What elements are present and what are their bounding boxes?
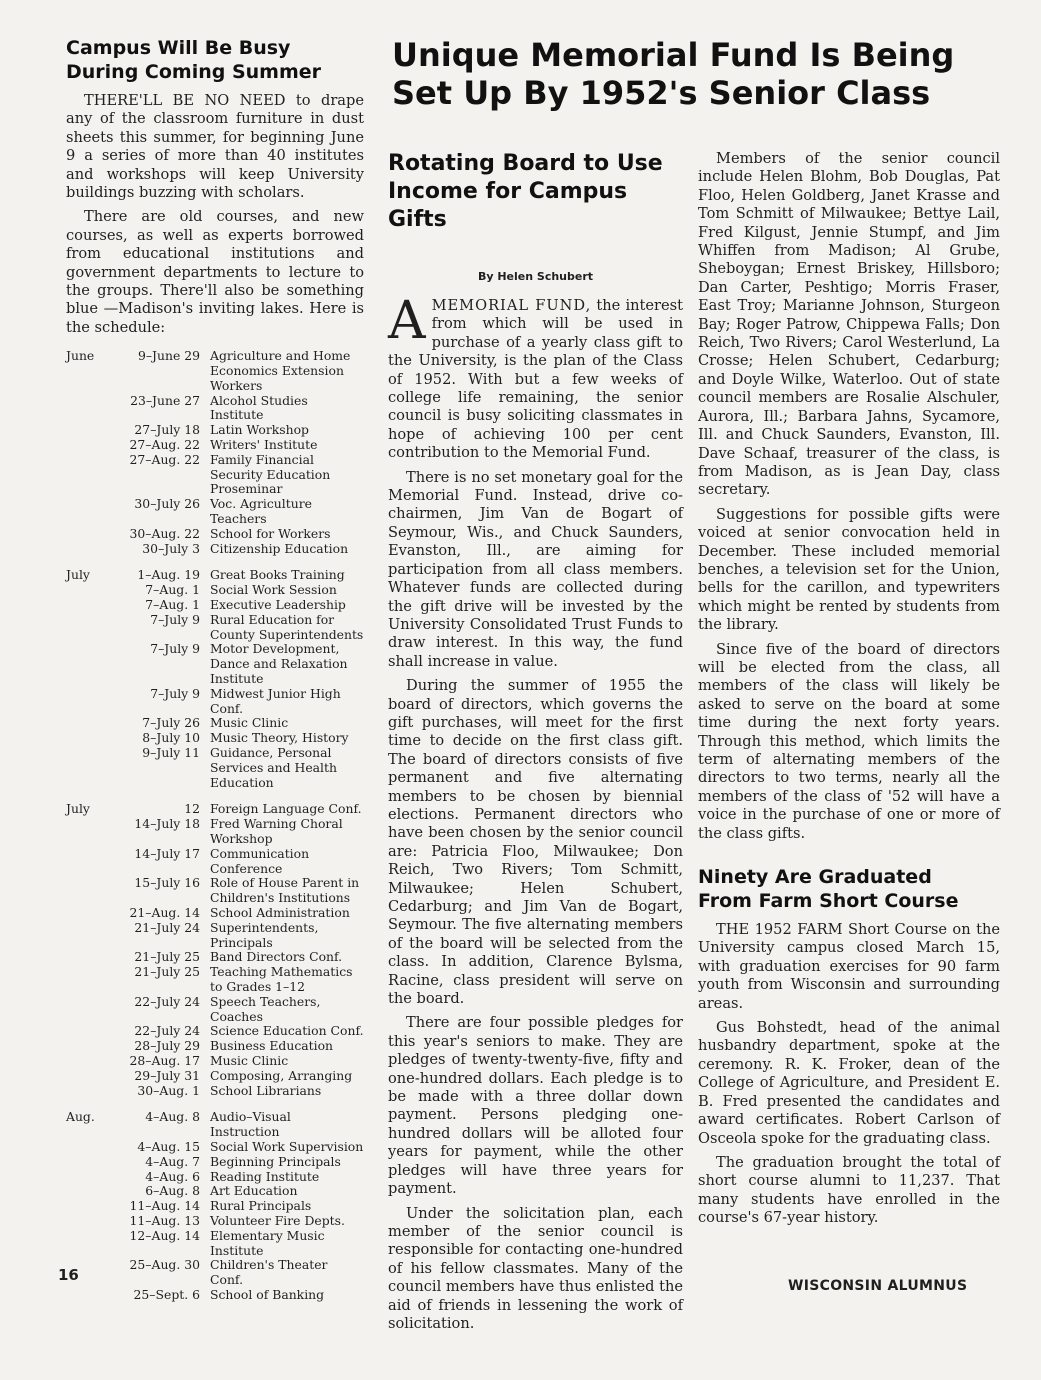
schedule-month: [66, 394, 102, 424]
campus-paragraph-2: There are old courses, and new courses, as well as experts borrowed from educational institutions and government departments to lecture to the groups. There'll also be something blue —Madison's inviting lakes. Here is the schedule:: [66, 208, 364, 336]
schedule-dates: 7–Aug. 1: [145, 582, 200, 598]
schedule-row: [66, 1110, 364, 1140]
schedule-dates: 8–July 10: [142, 730, 200, 746]
memorial-fund-article: [388, 150, 683, 1333]
page-number: 16: [58, 1266, 79, 1284]
schedule-dates: 12–Aug. 14: [129, 1227, 200, 1243]
schedule-month: [66, 1054, 102, 1069]
schedule-session: Latin Workshop: [210, 422, 309, 438]
schedule-row: [66, 906, 364, 921]
schedule-row: [66, 995, 364, 1025]
lead-caps: MEMORIAL FUND,: [431, 297, 592, 314]
schedule-month: Aug.: [66, 1109, 95, 1125]
schedule-row: [66, 746, 364, 790]
schedule-dates: 11–Aug. 13: [129, 1212, 200, 1228]
schedule-month: [66, 995, 102, 1025]
schedule-session: Voc. Agriculture Teachers: [210, 496, 312, 527]
schedule-month: [66, 817, 102, 847]
campus-paragraph-1: THERE'LL BE NO NEED to drape any of the classroom furniture in dust sheets this summer, for beginning June 9 a series of more than 40 institutes and workshops will keep University buildings buzzing with scholars.: [66, 92, 364, 202]
schedule-session: Communication Conference: [210, 845, 310, 876]
schedule-session: Band Directors Conf.: [210, 949, 343, 965]
schedule-month: [66, 1288, 102, 1303]
schedule-session: Alcohol Studies Institute: [210, 392, 308, 423]
schedule-row: [66, 527, 364, 542]
schedule-dates: 14–July 17: [134, 845, 200, 861]
schedule-session: Family Financial Security Education Proseminar: [210, 451, 331, 497]
schedule-month: [66, 731, 102, 746]
schedule-row: [66, 847, 364, 877]
schedule-row: [66, 423, 364, 438]
schedule-row: [66, 542, 364, 557]
schedule-row: [66, 583, 364, 598]
council-members-paragraph: Members of the senior council include Helen Blohm, Bob Douglas, Pat Floo, Helen Goldberg, Janet Krasse and Tom Schmitt of Milwaukee; Bettye Lail, Fred Kilgust, Jennie Stumpf, and Jim Whiffen from Madison; Al Grube, Sheboygan; Ernest Briskey, Hillsboro; Dan Carter, Peshtigo; Morris Fraser, East Troy; Marianne Johnson, Sturgeon Bay; Roger Patrow, Chippewa Falls; Don Reich, Two Rivers; Carol Westerlund, La Crosse; Helen Schubert, Cedarburg; and Doyle Wilke, Waterloo. Out of state council members are Rosalie Alschuler, Aurora, Ill.; Barbara Jahns, Sycamore, Ill. and Chuck Saunders, Evanston, Ill. Dave Schaaf, treasurer of the class, is from Madison, as is Jean Day, class secretary.: [698, 150, 1000, 499]
schedule-dates: 25–Aug. 30: [129, 1257, 200, 1273]
schedule-row: [66, 568, 364, 583]
schedule-row: [66, 438, 364, 453]
institute-schedule: [66, 349, 364, 1302]
schedule-month: [66, 497, 102, 527]
schedule-session: Rural Principals: [210, 1198, 312, 1214]
schedule-session: Children's Theater Conf.: [210, 1257, 328, 1288]
schedule-dates: 21–July 25: [134, 964, 200, 980]
schedule-group: [66, 568, 364, 790]
schedule-session: Beginning Principals: [210, 1153, 341, 1169]
schedule-dates: 27–Aug. 22: [129, 437, 200, 453]
headline-line-2: During Coming Summer: [66, 61, 322, 83]
memorial-fund-subheadline: [388, 150, 683, 234]
publication-name: WISCONSIN ALUMNUS: [788, 1278, 968, 1294]
schedule-session: Executive Leadership: [210, 597, 346, 613]
schedule-row: [66, 1024, 364, 1039]
schedule-row: [66, 802, 364, 817]
schedule-dates: 27–July 18: [134, 422, 200, 438]
schedule-dates: 7–July 9: [150, 611, 200, 627]
banner-line-2: Set Up By 1952's Senior Class: [392, 74, 931, 112]
schedule-dates: 25–Sept. 6: [133, 1286, 200, 1302]
schedule-month: [66, 876, 102, 906]
schedule-month: [66, 1155, 102, 1170]
schedule-row: [66, 1199, 364, 1214]
byline: By Helen Schubert: [477, 270, 594, 283]
schedule-session: School for Workers: [210, 525, 331, 541]
schedule-dates: 27–Aug. 22: [129, 451, 200, 467]
schedule-session: School Administration: [210, 904, 350, 920]
schedule-session: Art Education: [210, 1183, 298, 1199]
schedule-row: [66, 598, 364, 613]
schedule-group: [66, 349, 364, 556]
campus-summer-article: [66, 36, 364, 1315]
headline-line-1: Campus Will Be Busy: [66, 37, 291, 59]
schedule-dates: 21–July 25: [134, 949, 200, 965]
schedule-session: Citizenship Education: [210, 540, 349, 556]
memorial-paragraph-2: There is no set monetary goal for the Memorial Fund. Instead, drive co-chairmen, Jim Van de Bogart of Seymour, Wis., and Chuck Saunders, Evanston, Ill., are aiming for participation from all class members. Whatever funds are collected during the gift drive will be invested by the University Consolidated Trust Funds to draw interest. In this way, the fund shall increase in value.: [388, 468, 683, 670]
schedule-session: Science Education Conf.: [210, 1023, 364, 1039]
schedule-row: [66, 950, 364, 965]
schedule-row: [66, 921, 364, 951]
memorial-paragraph-4: There are four possible pledges for this year's seniors to make. They are pledges of twenty-twenty-five, fifty and one-hundred dollars. Each pledge is to be made with a three dollar down payment. Persons pledging one-hundred dollars will be alloted four years for payment, while the other pledges will have three years for payment.: [388, 1014, 683, 1198]
schedule-dates: 4–Aug. 15: [137, 1138, 200, 1154]
schedule-dates: 15–July 16: [134, 875, 200, 891]
schedule-month: [66, 438, 102, 453]
schedule-month: [66, 1229, 102, 1259]
schedule-session: School of Banking: [210, 1286, 325, 1302]
schedule-row: [66, 876, 364, 906]
schedule-month: [66, 423, 102, 438]
schedule-dates: 7–Aug. 1: [145, 597, 200, 613]
schedule-session: Speech Teachers, Coaches: [210, 993, 321, 1024]
schedule-month: [66, 527, 102, 542]
schedule-dates: 9–June 29: [137, 348, 200, 364]
schedule-dates: 21–July 24: [134, 919, 200, 935]
schedule-month: [66, 613, 102, 643]
schedule-row: [66, 1184, 364, 1199]
schedule-dates: 28–July 29: [134, 1038, 200, 1054]
farm-headline-line-1: Ninety Are Graduated: [698, 866, 932, 889]
schedule-row: [66, 613, 364, 643]
schedule-dates: 6–Aug. 8: [145, 1183, 200, 1199]
schedule-month: July: [66, 801, 90, 817]
schedule-session: Great Books Training: [210, 567, 345, 583]
schedule-session: Agriculture and Home Economics Extension Workers: [210, 348, 351, 393]
schedule-session: Midwest Junior High Conf.: [210, 685, 341, 716]
schedule-session: Music Clinic: [210, 715, 289, 731]
schedule-dates: 7–July 9: [150, 641, 200, 657]
schedule-session: Music Theory, History: [210, 730, 349, 746]
schedule-dates: 21–Aug. 14: [129, 904, 200, 920]
farm-paragraph-3: The graduation brought the total of short course alumni to 11,237. That many students have enrolled in the course's 67-year history.: [698, 1153, 1000, 1227]
schedule-row: [66, 497, 364, 527]
schedule-dates: 7–July 26: [142, 715, 200, 731]
schedule-session: Role of House Parent in Children's Institutions: [210, 875, 360, 906]
schedule-dates: 23–June 27: [130, 392, 200, 408]
subhead-line-1: Rotating Board to Use: [388, 151, 663, 176]
schedule-month: [66, 1170, 102, 1185]
schedule-row: [66, 642, 364, 686]
schedule-session: Writers' Institute: [210, 437, 318, 453]
schedule-month: [66, 1184, 102, 1199]
schedule-row: [66, 1140, 364, 1155]
schedule-month: [66, 1024, 102, 1039]
schedule-dates: 22–July 24: [134, 993, 200, 1009]
schedule-session: Volunteer Fire Depts.: [210, 1212, 345, 1228]
schedule-month: [66, 950, 102, 965]
schedule-month: [66, 906, 102, 921]
schedule-dates: 9–July 11: [142, 745, 200, 760]
memorial-paragraph-5: Under the solicitation plan, each member of the senior council is responsible for contacting one-hundred of his fellow classmates. Many of the council members have thus enlisted the aid of friends in lessening the work of solicitation.: [388, 1204, 683, 1332]
schedule-dates: 30–Aug. 1: [137, 1082, 200, 1098]
schedule-session: Music Clinic: [210, 1052, 289, 1068]
schedule-session: School Librarians: [210, 1082, 322, 1098]
schedule-row: [66, 965, 364, 995]
drop-cap: A: [388, 291, 426, 351]
schedule-month: [66, 1084, 102, 1099]
schedule-row: [66, 453, 364, 497]
schedule-row: [66, 349, 364, 393]
schedule-dates: 30–July 3: [142, 540, 200, 556]
schedule-row: [66, 1084, 364, 1099]
schedule-dates: 7–July 9: [150, 685, 200, 701]
schedule-month: [66, 453, 102, 497]
schedule-group: [66, 1110, 364, 1302]
subhead-line-2: Income for Campus Gifts: [388, 179, 628, 232]
schedule-month: [66, 598, 102, 613]
farm-headline-line-2: From Farm Short Course: [698, 890, 959, 913]
schedule-month: [66, 583, 102, 598]
campus-summer-headline: [66, 36, 364, 84]
schedule-month: [66, 1199, 102, 1214]
right-column: [698, 150, 1000, 1228]
schedule-session: Composing, Arranging: [210, 1067, 353, 1083]
schedule-month: [66, 687, 102, 717]
banner-line-1: Unique Memorial Fund Is Being: [392, 36, 955, 74]
schedule-row: [66, 1155, 364, 1170]
schedule-session: Social Work Supervision: [210, 1138, 364, 1154]
schedule-month: [66, 847, 102, 877]
schedule-dates: 22–July 24: [134, 1023, 200, 1039]
schedule-session: Fred Warning Choral Workshop: [210, 816, 343, 846]
farm-paragraph-1: THE 1952 FARM Short Course on the University campus closed March 15, with graduation exercises for 90 farm youth from Wisconsin and surrounding areas.: [698, 921, 1000, 1012]
schedule-session: Foreign Language Conf.: [210, 801, 362, 817]
schedule-row: [66, 731, 364, 746]
schedule-session: Guidance, Personal Services and Health Education: [210, 745, 337, 790]
gift-suggestions-paragraph: Suggestions for possible gifts were voiced at senior convocation held in December. These included memorial benches, a television set for the Union, bells for the carillon, and typewriters which might be rented by students from the library.: [698, 505, 1000, 634]
memorial-paragraph-1-text: the interest from which will be used in purchase of a yearly class gift to the University, is the plan of the Class of 1952. With but a few weeks of college life remaining, the senior council is busy soliciting classmates in hope of achieving 100 per cent contribution to the Memorial Fund.: [388, 297, 683, 462]
schedule-dates: 11–Aug. 14: [129, 1198, 200, 1214]
board-election-paragraph: Since five of the board of directors will be elected from the class, all members of the class will likely be asked to serve on the board at some time during the next forty years. Through this method, which limits the term of alternating members of the directors to two terms, nearly all the members of the class of '52 will have a voice in the purchase of one or more of the class gifts.: [698, 640, 1000, 842]
schedule-dates: 14–July 18: [134, 816, 200, 832]
schedule-dates: 12: [184, 801, 200, 817]
schedule-dates: 30–Aug. 22: [129, 525, 200, 541]
schedule-month: [66, 746, 102, 790]
schedule-dates: 4–Aug. 6: [145, 1168, 200, 1184]
schedule-month: [66, 1214, 102, 1229]
schedule-dates: 4–Aug. 8: [145, 1109, 200, 1125]
schedule-dates: 28–Aug. 17: [129, 1052, 200, 1068]
schedule-row: [66, 1039, 364, 1054]
schedule-row: [66, 1258, 364, 1288]
schedule-row: [66, 687, 364, 717]
schedule-dates: 30–July 26: [134, 496, 200, 512]
memorial-paragraph-1: [388, 291, 683, 463]
schedule-dates: 29–July 31: [134, 1067, 200, 1083]
schedule-month: [66, 716, 102, 731]
schedule-month: [66, 921, 102, 951]
memorial-paragraph-3: During the summer of 1955 the board of directors, which governs the gift purchases, will meet for the first time to decide on the first class gift. The board of directors consists of five permanent and five alternating members to be chosen by biennial elections. Permanent directors who have been chosen by the senior council are: Patricia Floo, Milwaukee; Don Reich, Two Rivers; Tom Schmitt, Milwaukee; Helen Schubert, Cedarburg; and Jim Van de Bogart, Seymour. The five alternating members of the board will be selected from the class. In addition, Clarence Bylsma, Racine, class president will serve on the board.: [388, 677, 683, 1008]
schedule-session: Rural Education for County Superintendents: [210, 611, 364, 642]
farm-course-headline: [698, 865, 1000, 913]
schedule-session: Business Education: [210, 1038, 334, 1054]
schedule-session: Superintendents, Principals: [210, 919, 319, 950]
schedule-group: [66, 802, 364, 1098]
schedule-row: [66, 1170, 364, 1185]
schedule-row: [66, 817, 364, 847]
memorial-fund-headline: [392, 36, 1012, 112]
schedule-dates: 4–Aug. 7: [145, 1153, 200, 1169]
schedule-month: [66, 1140, 102, 1155]
schedule-month: [66, 1039, 102, 1054]
schedule-row: [66, 1054, 364, 1069]
schedule-month: July: [66, 567, 90, 583]
farm-paragraph-2: Gus Bohstedt, head of the animal husbandry department, spoke at the ceremony. R. K. Froker, dean of the College of Agriculture, and President E. B. Fred presented the candidates and award certificates. Robert Carlson of Osceola spoke for the graduating class.: [698, 1019, 1000, 1147]
schedule-session: Elementary Music Institute: [210, 1227, 325, 1258]
schedule-month: [66, 965, 102, 995]
schedule-row: [66, 1069, 364, 1084]
schedule-month: [66, 1069, 102, 1084]
schedule-session: Reading Institute: [210, 1168, 320, 1184]
schedule-row: [66, 1229, 364, 1259]
schedule-session: Teaching Mathematics to Grades 1–12: [210, 964, 353, 994]
schedule-row: [66, 1288, 364, 1303]
schedule-session: Motor Development, Dance and Relaxation Institute: [210, 641, 348, 687]
schedule-session: Social Work Session: [210, 582, 337, 598]
schedule-row: [66, 394, 364, 424]
schedule-month: [66, 642, 102, 686]
schedule-month: [66, 542, 102, 557]
schedule-row: [66, 1214, 364, 1229]
schedule-month: June: [66, 348, 95, 364]
schedule-session: Audio–Visual Instruction: [210, 1109, 291, 1140]
schedule-dates: 1–Aug. 19: [137, 567, 200, 583]
schedule-row: [66, 716, 364, 731]
